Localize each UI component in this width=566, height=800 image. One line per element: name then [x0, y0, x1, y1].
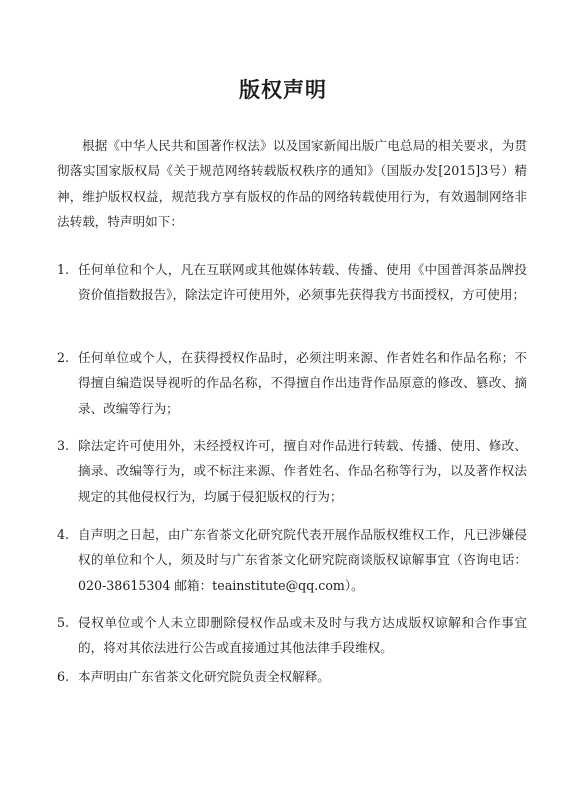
statement-number: 1. [57, 262, 70, 277]
intro-paragraph: 根据《中华人民共和国著作权法》以及国家新闻出版广电总局的相关要求，为贯彻落实国家版权局《关于规范网络转载版权秩序的通知》（国版办发[2015]3号）精神，维护版权权益，规范我方享有版权的作品的网络转载使用行为，有效遏制网络非法转载，特声明如下： [57, 138, 527, 229]
statement-text: 本声明由广东省茶文化研究院负责全权解释。 [78, 669, 330, 684]
statement-number: 4. [57, 527, 70, 542]
document-title: 版权声明 [239, 77, 327, 102]
statement-text: 任何单位和个人，凡在互联网或其他媒体转载、传播、使用《中国普洱茶品牌投资价值指数报告》，除法定许可使用外，必须事先获得我方书面授权，方可使用； [78, 262, 527, 303]
statement-text: 任何单位或个人，在获得授权作品时，必须注明来源、作者姓名和作品名称；不得擅自编造误导视听的作品名称，不得擅自作出违背作品原意的修改、篡改、摘录、改编等行为； [78, 350, 527, 416]
statement-number: 2. [57, 350, 70, 365]
statement-text: 侵权单位或个人未立即删除侵权作品或未及时与我方达成版权谅解和合作事宜的，将对其依法进行公告或直接通过其他法律手段维权。 [78, 615, 527, 656]
statement-number: 3. [57, 438, 70, 453]
statement-text: 自声明之日起，由广东省茶文化研究院代表开展作品版权维权工作，凡已涉嫌侵权的单位和个人，须及时与广东省茶文化研究院商谈版权谅解事宜（咨询电话：020-38615304 邮箱：teainstitute@qq.com）。 [78, 527, 527, 593]
statement-text: 除法定许可使用外，未经授权许可，擅自对作品进行转载、传播、使用、修改、摘录、改编等行为，或不标注来源、作者姓名、作品名称等行为，以及著作权法规定的其他侵权行为，均属于侵犯版权的行为； [78, 438, 527, 504]
statement-number: 6. [57, 669, 70, 684]
statement-number: 5. [57, 615, 70, 630]
